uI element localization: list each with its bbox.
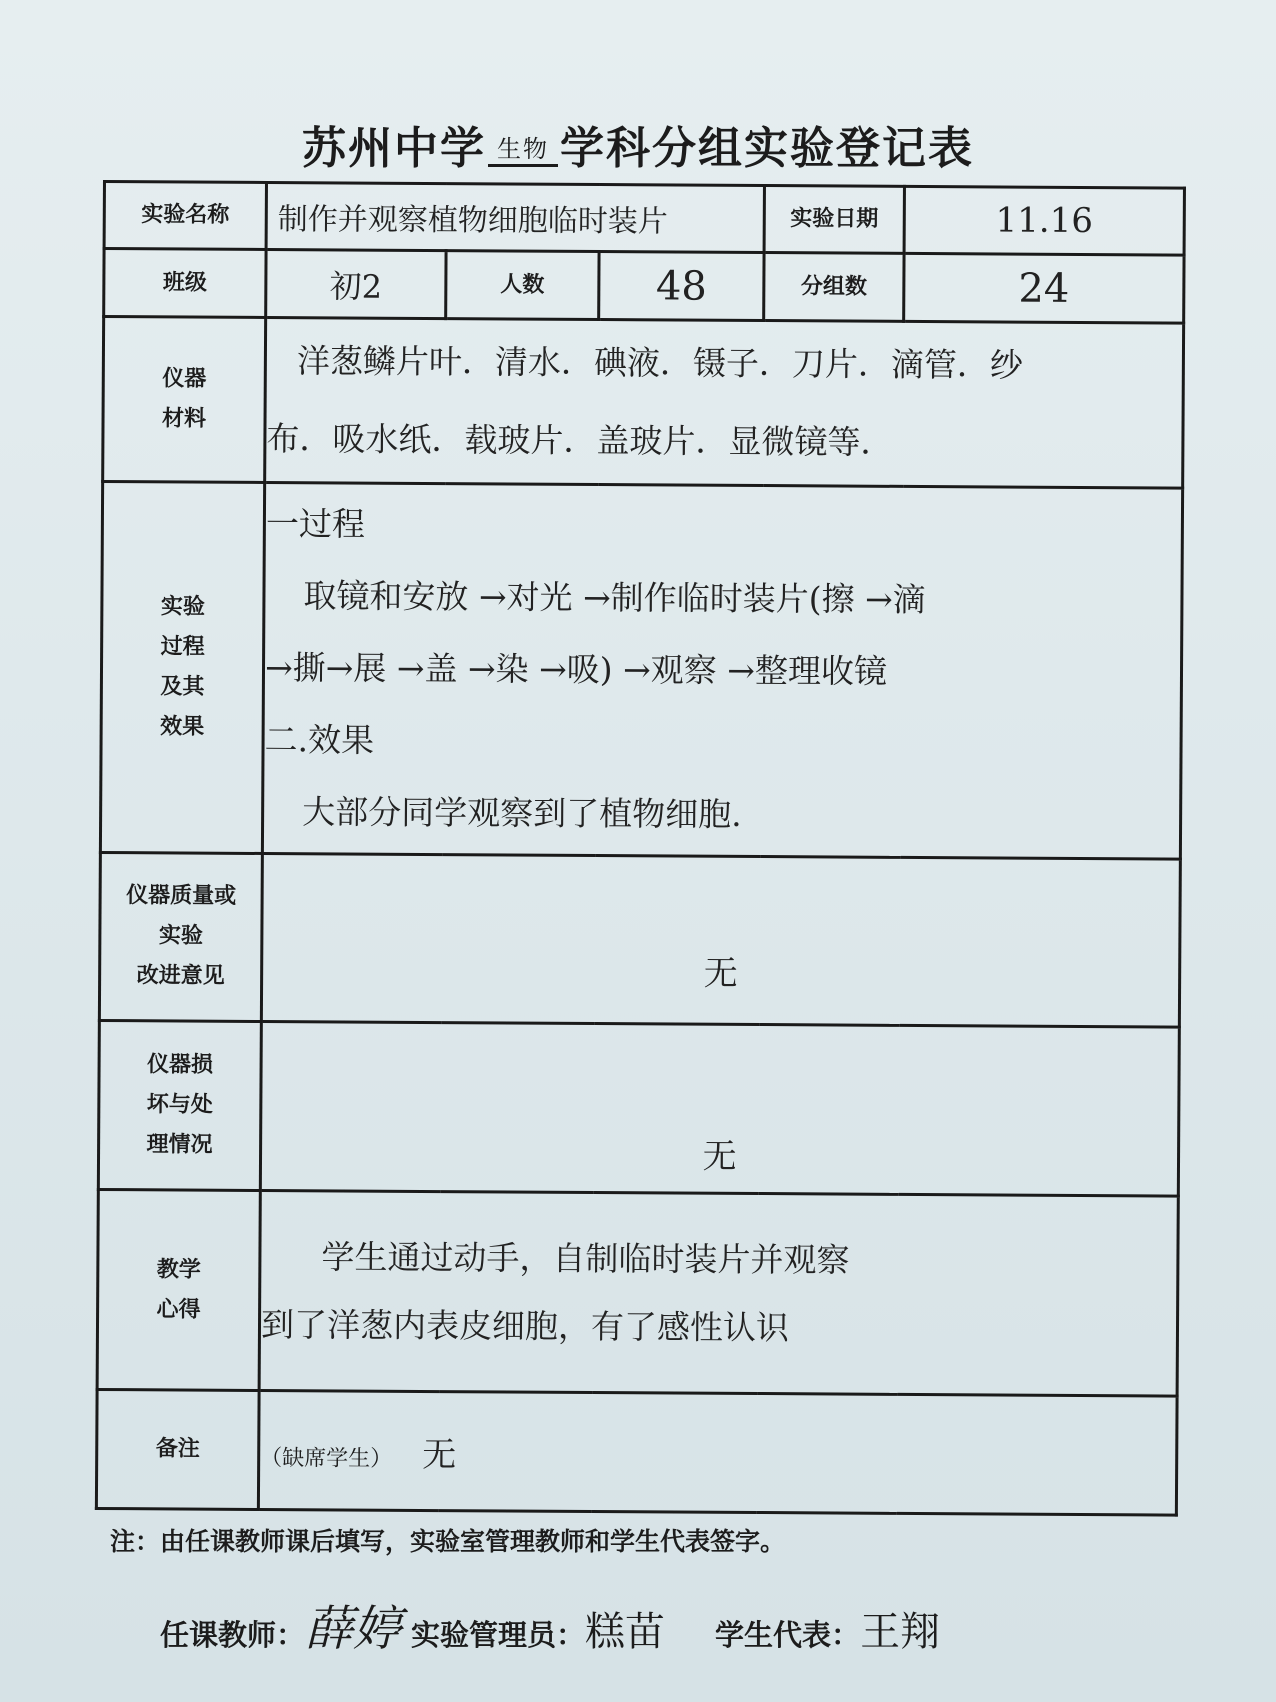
value-experiment-name: 制作并观察植物细胞临时装片 (266, 182, 764, 252)
label-materials: 仪器 材料 (103, 316, 266, 482)
label-quality: 仪器质量或 实验 改进意见 (99, 853, 262, 1022)
admin-signature: 糕苗 (585, 1609, 666, 1655)
row-process (100, 482, 1182, 859)
value-group-count: 24 (904, 254, 1184, 323)
value-experiment-date: 11.16 (904, 186, 1184, 255)
student-signature: 王翔 (860, 1609, 941, 1655)
title-suffix: 学科分组实验登记表 (560, 123, 974, 174)
value-teaching (259, 1191, 1178, 1397)
value-people-count: 48 (599, 252, 764, 320)
label-experiment-name: 实验名称 (104, 182, 266, 250)
footer-note: 注：由任课教师课后填写，实验室管理教师和学生代表签字。 (110, 1527, 786, 1556)
row-class-info (104, 249, 1184, 323)
signature-line (160, 1590, 1240, 1659)
value-process (262, 483, 1182, 859)
teaching-line-1: 学生通过动手，自制临时装片并观察 (321, 1237, 850, 1280)
value-damage: 无 (260, 1021, 1179, 1196)
absent-value: 无 (422, 1434, 457, 1475)
label-people-count: 人数 (446, 251, 599, 319)
title-prefix: 苏州中学 (302, 123, 486, 174)
label-teaching: 教学 心得 (97, 1190, 260, 1391)
absent-label: （缺席学生） (260, 1445, 393, 1472)
label-process: 实验 过程 及其 效果 (100, 482, 264, 854)
row-remarks (96, 1390, 1177, 1515)
admin-label: 实验管理员： (411, 1618, 586, 1652)
row-materials (103, 316, 1184, 488)
value-quality: 无 (261, 854, 1180, 1027)
value-materials (265, 317, 1184, 488)
subject-handwritten: 生物 (488, 129, 558, 167)
form-title (0, 112, 1276, 176)
student-label: 学生代表： (715, 1618, 861, 1652)
label-experiment-date: 实验日期 (764, 186, 904, 254)
teaching-line-2: 到了洋葱内表皮细胞，有了感性认识 (260, 1304, 790, 1348)
teacher-label: 任课教师： (160, 1618, 306, 1652)
label-class: 班级 (104, 249, 266, 317)
value-class: 初2 (266, 250, 446, 319)
row-experiment-name (104, 182, 1184, 256)
row-quality (99, 853, 1180, 1027)
row-teaching (97, 1190, 1178, 1397)
registration-table (95, 180, 1186, 1517)
process-heading: 一过程 (265, 504, 366, 544)
process-steps-1: 取镜和安放 →对光 →制作临时装片(擦 →滴 (303, 576, 926, 620)
label-damage: 仪器损 坏与处 理情况 (98, 1020, 261, 1191)
label-group-count: 分组数 (764, 253, 904, 321)
process-steps-2: →撕→展 →盖 →染 →吸) →观察 →整理收镜 (264, 648, 888, 692)
effect-text: 大部分同学观察到了植物细胞. (302, 792, 742, 835)
teacher-signature: 薛婷 (305, 1601, 402, 1657)
row-damage (98, 1020, 1179, 1196)
label-remarks: 备注 (96, 1390, 259, 1510)
materials-line-2: 布．吸水纸．载玻片．盖玻片．显微镜等． (266, 419, 894, 462)
effect-heading: 二.效果 (264, 720, 375, 760)
materials-line-1: 洋葱鳞片叶．清水．碘液．镊子．刀片．滴管．纱 (296, 341, 1024, 385)
value-remarks (258, 1391, 1177, 1515)
